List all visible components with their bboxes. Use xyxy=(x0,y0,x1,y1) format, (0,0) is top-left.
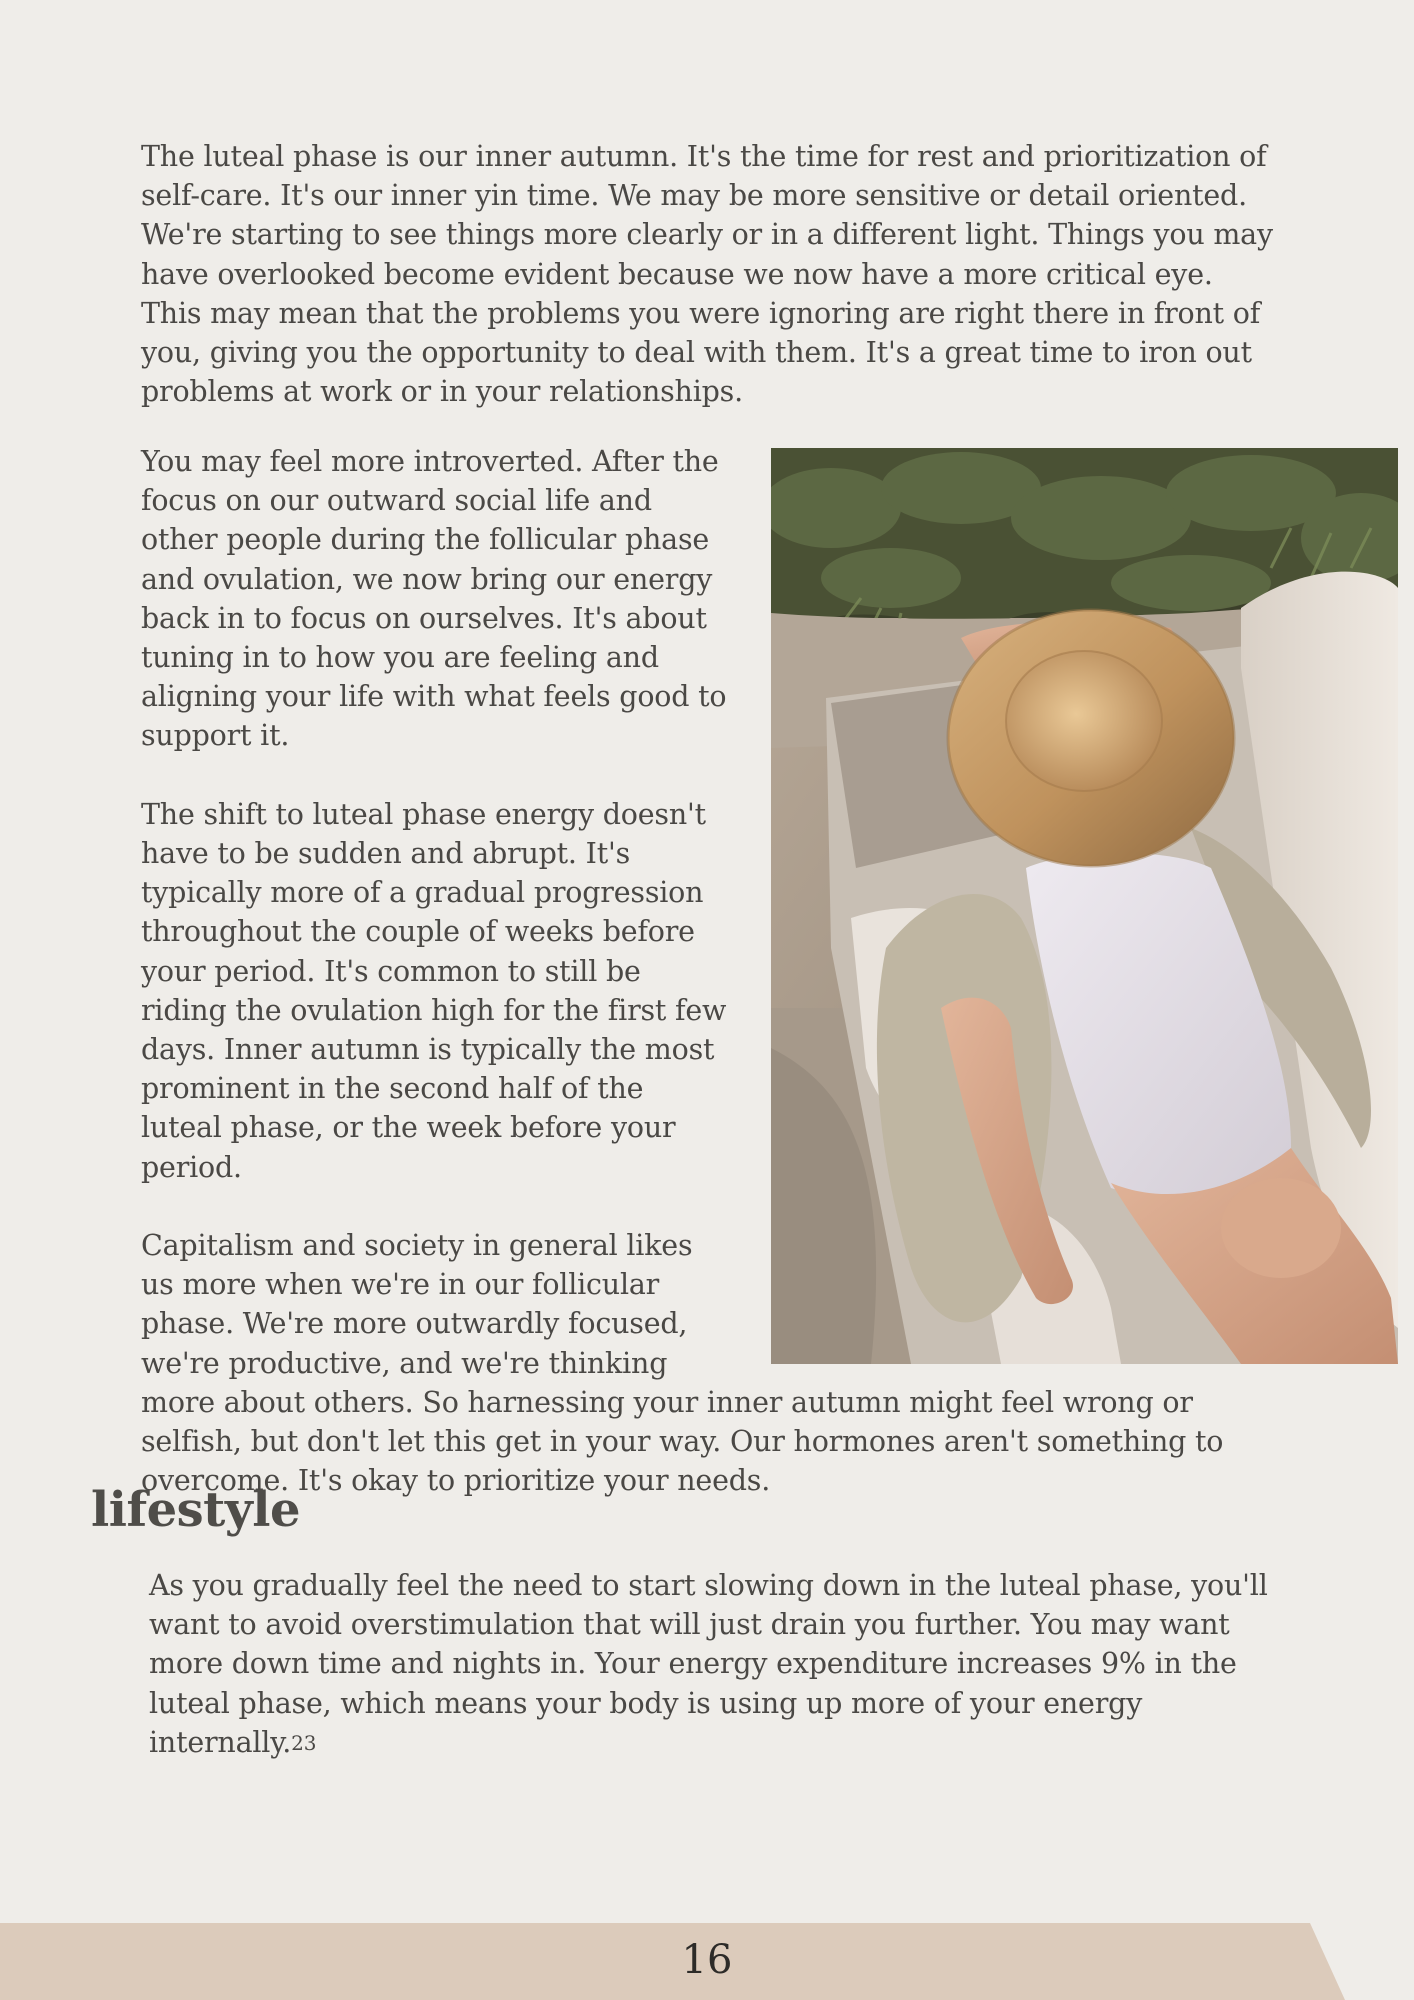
intro-paragraph: The luteal phase is our inner autumn. It's the time for rest and prioritization of self-care. It's our inner yin time. We may be more sensitive or detail oriented. We're starting to see things more clearly or in a different light. Things you may have overlooked become evident because we now have a more critical eye. This may mean that the problems you were ignoring are right there in front of you, giving you the opportunity to deal with them. It's a great time to iron out problems at work or in your relationships. xyxy=(141,140,1273,409)
footnote-marker: 23 xyxy=(291,1730,317,1755)
page-number: 16 xyxy=(681,1937,733,1983)
woman-sunbathing-photo xyxy=(771,448,1398,1364)
lifestyle-text: As you gradually feel the need to start slowing down in the luteal phase, you'll want to avoid overstimulation that will just drain you further. You may want more down time and nights in. Your energy expenditure increases 9% in the luteal phase, which means your body is using up more of your energy internally. xyxy=(149,1569,1268,1759)
lifestyle-heading: lifestyle xyxy=(91,1482,301,1538)
shift-paragraph: The shift to luteal phase energy doesn't have to be sudden and abrupt. It's typically more of a gradual progression throughout the couple of weeks before your period. It's common to still be riding the ovulation high for the first few days. Inner autumn is typically the most prominent in the second half of the luteal phase, or the week before your period. xyxy=(141,797,727,1184)
lifestyle-paragraph xyxy=(149,1566,1299,1763)
text-with-photo xyxy=(141,442,1271,1500)
introverted-paragraph: You may feel more introverted. After the focus on our outward social life and other people during the follicular phase and ovulation, we now bring our energy back in to focus on ourselves. It's about tuning in to how you are feeling and aligning your life with what feels good to support it. xyxy=(141,445,727,753)
capitalism-paragraph: Capitalism and society in general likes us more when we're in our follicular phase. We're more outwardly focused, we're productive, and we're thinking more about others. So harnessing your inner autumn might feel wrong or selfish, but don't let this get in your way. Our hormones aren't something to overcome. It's okay to prioritize your needs. xyxy=(141,1229,1224,1498)
